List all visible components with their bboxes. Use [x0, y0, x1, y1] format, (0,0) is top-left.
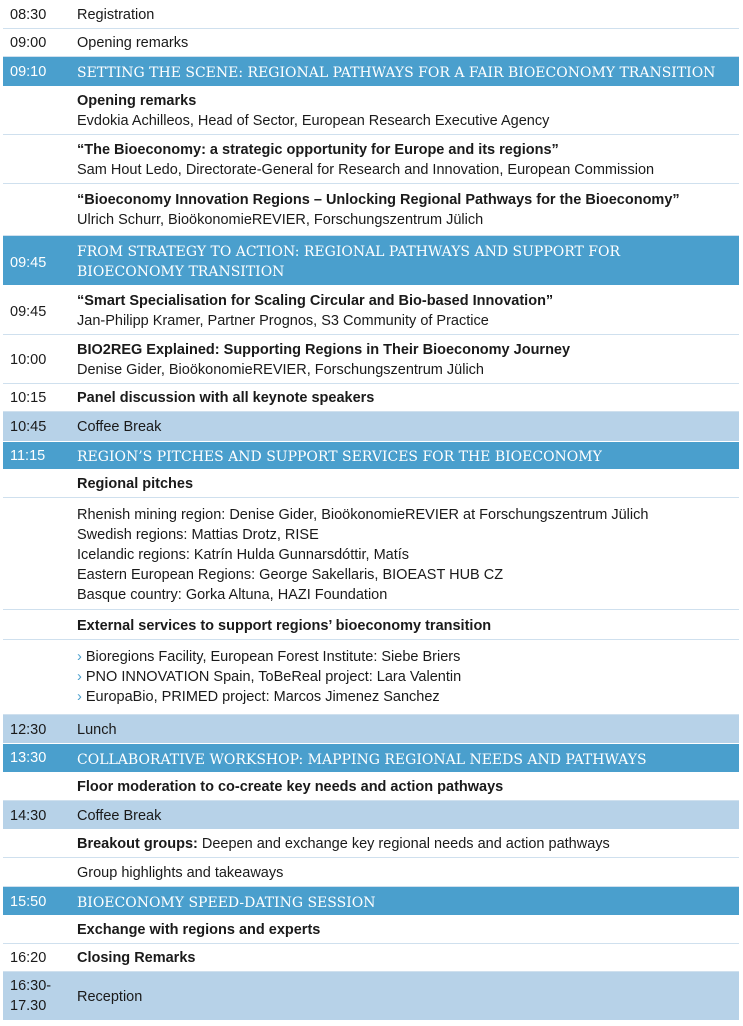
row-text: Coffee Break: [77, 419, 162, 435]
section-title-line: FROM STRATEGY TO ACTION: REGIONAL PATHWAYS AND SUPPORT FOR: [77, 244, 621, 260]
session-title: BIO2REG Explained: Supporting Regions in Their Bioeconomy Journey: [77, 342, 571, 358]
session-block: [77, 340, 733, 380]
agenda-row: [3, 640, 739, 715]
break-row: [3, 972, 739, 1021]
services-list: [77, 647, 733, 707]
section-title: REGION’S PITCHES AND SUPPORT SERVICES FOR THE BIOECONOMY: [77, 449, 602, 465]
list-item: Eastern European Regions: George Sakellaris, BIOEAST HUB CZ: [77, 567, 504, 583]
section-title: SETTING THE SCENE: REGIONAL PATHWAYS FOR A FAIR BIOECONOMY TRANSITION: [77, 65, 716, 81]
row-text: Reception: [77, 989, 143, 1005]
section-title: COLLABORATIVE WORKSHOP: MAPPING REGIONAL NEEDS AND PATHWAYS: [77, 752, 647, 768]
agenda-row: [3, 773, 739, 801]
row-text: Coffee Break: [77, 808, 162, 824]
break-row: [3, 715, 739, 744]
row-time: 10:15: [10, 390, 47, 406]
row-time: 11:15: [10, 448, 46, 464]
agenda-row: [3, 610, 739, 640]
row-time: 10:00: [10, 352, 47, 368]
break-row: [3, 412, 739, 442]
row-time: 16:20: [10, 950, 47, 966]
row-label: Breakout groups:: [77, 836, 198, 852]
section-title: [77, 242, 733, 282]
row-time: 09:00: [10, 35, 47, 51]
row-description: Deepen and exchange key regional needs and action pathways: [197, 836, 610, 852]
session-title: Opening remarks: [77, 93, 197, 109]
row-text: Panel discussion with all keynote speakers: [77, 390, 375, 406]
session-speaker: Ulrich Schurr, BioökonomieREVIER, Forschungszentrum Jülich: [77, 212, 484, 228]
agenda-row: [3, 335, 739, 384]
row-text: Registration: [77, 7, 155, 23]
row-text: Regional pitches: [77, 476, 194, 492]
agenda-row: [3, 87, 739, 135]
session-block: [77, 91, 733, 131]
session-speaker: Sam Hout Ledo, Directorate-General for Research and Innovation, European Commission: [77, 162, 655, 178]
list-item-text: EuropaBio, PRIMED project: Marcos Jimenez Sanchez: [85, 689, 440, 705]
agenda-row: [3, 498, 739, 610]
section-header: [3, 236, 739, 286]
row-time-end: 17.30: [10, 998, 47, 1014]
agenda-row: [3, 384, 739, 412]
row-time: 10:45: [10, 419, 47, 435]
row-text: Closing Remarks: [77, 950, 196, 966]
chevron-right-icon: ›: [77, 649, 82, 665]
row-time: 15:50: [10, 894, 47, 910]
agenda-row: [3, 916, 739, 944]
session-block: [77, 140, 733, 180]
session-block: [77, 291, 733, 331]
agenda-row: [3, 135, 739, 184]
row-time-start: 16:30-: [10, 978, 52, 994]
row-text: [77, 834, 733, 854]
agenda-row: [3, 830, 739, 858]
chevron-right-icon: ›: [77, 689, 82, 705]
list-item: Icelandic regions: Katrín Hulda Gunnarsdóttir, Matís: [77, 547, 410, 563]
row-time: 13:30: [10, 750, 47, 766]
section-title-line: BIOECONOMY TRANSITION: [77, 264, 285, 280]
row-text: Opening remarks: [77, 35, 189, 51]
agenda-row: [3, 286, 739, 335]
section-header: [3, 887, 739, 916]
row-text: Floor moderation to co-create key needs and action pathways: [77, 779, 504, 795]
row-time: 09:45: [10, 255, 47, 271]
row-text: Exchange with regions and experts: [77, 922, 321, 938]
chevron-right-icon: ›: [77, 669, 82, 685]
list-item: [77, 647, 733, 667]
row-time: 14:30: [10, 808, 47, 824]
row-time: 12:30: [10, 722, 47, 738]
section-header: [3, 744, 739, 773]
session-title: “Smart Specialisation for Scaling Circular and Bio-based Innovation”: [77, 293, 554, 309]
row-text: Lunch: [77, 722, 117, 738]
section-header: [3, 442, 739, 470]
list-item: Rhenish mining region: Denise Gider, BioökonomieREVIER at Forschungszentrum Jülich: [77, 507, 649, 523]
list-item: Basque country: Gorka Altuna, HAZI Foundation: [77, 587, 388, 603]
section-header: [3, 57, 739, 87]
agenda-row: [3, 0, 739, 29]
agenda-row: [3, 184, 739, 236]
list-item: [77, 667, 733, 687]
agenda-row: [3, 944, 739, 972]
pitch-list: [77, 505, 733, 605]
session-block: [77, 190, 733, 230]
agenda-row: [3, 29, 739, 57]
agenda-row: [3, 858, 739, 887]
row-text: Group highlights and takeaways: [77, 865, 284, 881]
list-item-text: Bioregions Facility, European Forest Institute: Siebe Briers: [85, 649, 461, 665]
row-time: 09:10: [10, 64, 47, 80]
section-title: BIOECONOMY SPEED-DATING SESSION: [77, 895, 376, 911]
row-text: External services to support regions’ bioeconomy transition: [77, 618, 492, 634]
session-speaker: Jan-Philipp Kramer, Partner Prognos, S3 Community of Practice: [77, 313, 489, 329]
session-speaker: Evdokia Achilleos, Head of Sector, European Research Executive Agency: [77, 113, 550, 129]
session-title: “Bioeconomy Innovation Regions – Unlocking Regional Pathways for the Bioeconomy”: [77, 192, 680, 208]
list-item-text: PNO INNOVATION Spain, ToBeReal project: Lara Valentin: [85, 669, 462, 685]
list-item: [77, 687, 733, 707]
break-row: [3, 801, 739, 830]
session-speaker: Denise Gider, BioökonomieREVIER, Forschungszentrum Jülich: [77, 362, 484, 378]
row-time: 08:30: [10, 7, 47, 23]
session-title: “The Bioeconomy: a strategic opportunity for Europe and its regions”: [77, 142, 559, 158]
row-time: [10, 976, 51, 1016]
agenda-row: [3, 470, 739, 498]
row-time: 09:45: [10, 304, 47, 320]
list-item: Swedish regions: Mattias Drotz, RISE: [77, 527, 319, 543]
